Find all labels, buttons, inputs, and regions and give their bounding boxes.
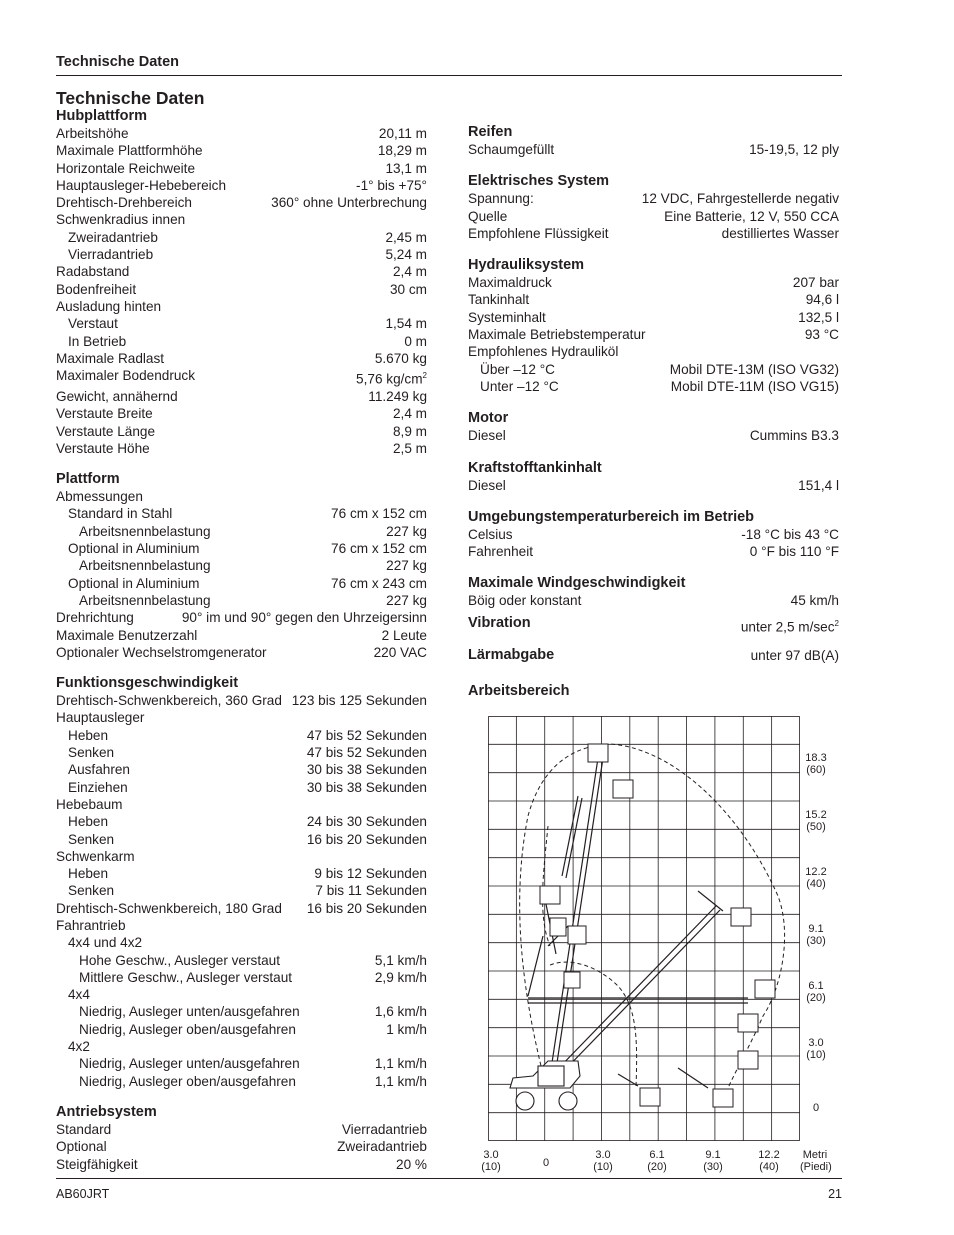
spec-value: 5,24 m	[385, 247, 427, 263]
spec-value: 9 bis 12 Sekunden	[314, 866, 427, 882]
spec-row	[56, 1156, 427, 1173]
spec-label: Ausfahren	[68, 762, 130, 778]
spec-row	[56, 952, 427, 969]
spec-value: 12 VDC, Fahrgestellerde negativ	[641, 191, 839, 207]
spec-label: Maximale Betriebstemperatur	[468, 327, 646, 343]
spec-row	[468, 208, 839, 225]
spec-value: 5.670 kg	[374, 350, 427, 366]
spec-row	[56, 281, 427, 298]
spec-row	[56, 575, 427, 592]
spec-row	[56, 194, 427, 211]
spec-label: Über –12 °C	[480, 361, 555, 377]
spec-value: 13,1 m	[385, 160, 427, 176]
spec-row	[56, 1021, 427, 1038]
spec-value: 15-19,5, 12 ply	[749, 142, 839, 157]
spec-row	[468, 343, 839, 360]
spec-row	[56, 298, 427, 315]
spec-row	[468, 291, 839, 308]
spec-row	[56, 761, 427, 778]
spec-value: 227 kg	[386, 558, 427, 574]
spec-value: 93 °C	[804, 327, 839, 343]
y-axis-label: 0	[812, 1102, 820, 1114]
spec-value: Mobil DTE-11M (ISO VG15)	[670, 378, 839, 394]
spec-value: 151,4 l	[798, 477, 839, 493]
spec-label: Drehrichtung	[56, 610, 134, 626]
spec-label: Maximale Radlast	[56, 350, 165, 366]
spec-value: 207 bar	[792, 275, 839, 291]
spec-label: Fahrenheit	[468, 544, 533, 560]
spec-label: Senken	[68, 831, 115, 847]
spec-row	[468, 326, 839, 343]
spec-label: Arbeitsnennbelastung	[79, 558, 211, 574]
spec-value: 2 Leute	[381, 627, 427, 643]
spec-label: Heben	[68, 814, 109, 830]
arbeitsbereich-heading: Arbeitsbereich	[468, 683, 570, 699]
spec-row	[56, 917, 427, 934]
footer-page-number: 21	[828, 1187, 842, 1201]
y-axis-label: 6.1 (20)	[806, 980, 826, 1004]
spec-label: Fahrantrieb	[56, 918, 126, 933]
spec-value: 90° im und 90° gegen den Uhrzeigersinn	[181, 610, 427, 626]
spec-row	[56, 865, 427, 882]
spec-row	[56, 423, 427, 440]
section-heading: Elektrisches System	[468, 173, 610, 190]
spec-row	[56, 848, 427, 865]
y-axis-label: 3.0 (10)	[806, 1037, 826, 1061]
spec-value: 20 %	[396, 1156, 427, 1172]
spec-value: 11.249 kg	[368, 388, 427, 404]
spec-label: Abmessungen	[56, 489, 143, 505]
spec-label: Unter –12 °C	[480, 378, 559, 394]
spec-row	[56, 1138, 427, 1155]
spec-value: 1,6 km/h	[374, 1004, 427, 1020]
spec-value: 2,5 m	[393, 440, 427, 456]
spec-label: Hohe Geschw., Ausleger verstaut	[79, 952, 280, 968]
spec-label: Diesel	[468, 428, 506, 444]
spec-row	[56, 405, 427, 422]
spec-list	[468, 592, 839, 609]
spec-row	[56, 367, 427, 388]
spec-list-hubplattform	[56, 125, 427, 457]
spec-row	[56, 986, 427, 1003]
spec-value: Mobil DTE-13M (ISO VG32)	[669, 361, 839, 377]
spec-value: 0 °F bis 110 °F	[749, 544, 839, 560]
platform-baskets	[540, 744, 775, 1107]
spec-value: -18 °C bis 43 °C	[741, 526, 839, 542]
spec-label: Schwenkarm	[56, 848, 135, 864]
spec-value: 2,4 m	[393, 406, 427, 422]
spec-value: 16 bis 20 Sekunden	[306, 900, 427, 916]
spec-label: Optional in Aluminium	[68, 541, 200, 557]
spec-row	[56, 333, 427, 350]
spec-label: Bodenfreiheit	[56, 281, 137, 297]
spec-label: Maximale Benutzerzahl	[56, 627, 198, 643]
section-heading: Motor	[468, 410, 509, 427]
spec-row	[468, 526, 839, 543]
spec-label: Drehtisch-Drehbereich	[56, 195, 192, 211]
section-heading-plattform: Plattform	[56, 471, 120, 488]
spec-label: Niedrig, Ausleger unten/ausgefahren	[79, 1056, 300, 1072]
spec-label: Einziehen	[68, 779, 128, 795]
spec-row	[56, 263, 427, 280]
spec-label: Niedrig, Ausleger oben/ausgefahren	[79, 1073, 296, 1089]
spec-label: Heben	[68, 727, 109, 743]
spec-label: Hauptausleger-Hebebereich	[56, 177, 227, 193]
spec-label: Niedrig, Ausleger oben/ausgefahren	[79, 1021, 296, 1037]
section-heading-antrieb: Antriebsystem	[56, 1103, 157, 1120]
x-axis-label: 9.1 (30)	[703, 1149, 723, 1173]
spec-value: 76 cm x 152 cm	[331, 506, 427, 522]
spec-row	[56, 440, 427, 457]
vibration-block	[468, 615, 839, 636]
spec-label: Ausladung hinten	[56, 298, 162, 314]
section-heading: Hydrauliksystem	[468, 257, 585, 274]
spec-label: 4x4	[68, 987, 90, 1003]
spec-label: Zweiradantrieb	[68, 229, 158, 245]
spec-value: 30 bis 38 Sekunden	[306, 779, 427, 795]
spec-label: Verstaute Breite	[56, 406, 153, 422]
spec-value: 47 bis 52 Sekunden	[306, 727, 427, 743]
spec-row	[56, 488, 427, 505]
left-column	[56, 88, 427, 1173]
spec-label: Celsius	[468, 526, 513, 542]
spec-row	[468, 309, 839, 326]
spec-label: Drehtisch-Schwenkbereich, 180 Grad	[56, 900, 282, 916]
spec-label: Horizontale Reichweite	[56, 160, 196, 176]
spec-value: 20,11 m	[378, 126, 427, 141]
spec-row	[468, 225, 839, 242]
spec-label: Hebebaum	[56, 796, 123, 812]
spec-label: Arbeitsnennbelastung	[79, 592, 211, 608]
spec-label: Standard in Stahl	[68, 506, 173, 522]
y-axis-label: 9.1 (30)	[806, 923, 826, 947]
spec-row	[56, 813, 427, 830]
spec-label: Optionaler Wechselstromgenerator	[56, 644, 267, 660]
spec-value: 30 bis 38 Sekunden	[306, 762, 427, 778]
spec-row	[56, 557, 427, 574]
spec-row	[56, 709, 427, 726]
spec-row	[56, 246, 427, 263]
x-axis-label: 3.0 (10)	[481, 1149, 501, 1173]
spec-label: Steigfähigkeit	[56, 1156, 138, 1172]
spec-row	[468, 274, 839, 291]
spec-row	[468, 378, 839, 395]
spec-label: Empfohlenes Hydrauliköl	[468, 344, 619, 360]
spec-value: 1,54 m	[385, 316, 427, 332]
spec-label: Vierradantrieb	[68, 247, 154, 263]
vibration-label: Vibration	[468, 615, 531, 631]
spec-value: 0 m	[404, 333, 427, 349]
spec-label: Gewicht, annähernd	[56, 388, 178, 404]
spec-row	[56, 315, 427, 332]
header-rule	[56, 75, 842, 76]
spec-label: Heben	[68, 866, 109, 882]
running-header: Technische Daten	[56, 54, 180, 70]
spec-label: Maximaldruck	[468, 275, 552, 291]
x-axis-label: 3.0 (10)	[593, 1149, 613, 1173]
spec-label: Maximaler Bodendruck	[56, 368, 196, 384]
spec-value: 24 bis 30 Sekunden	[306, 814, 427, 830]
spec-value: 76 cm x 152 cm	[331, 541, 427, 557]
spec-row	[468, 592, 839, 609]
spec-row	[56, 831, 427, 848]
spec-row	[56, 160, 427, 177]
spec-list-antrieb	[56, 1121, 427, 1173]
section-heading: Umgebungstemperaturbereich im Betrieb	[468, 508, 755, 525]
section-heading: Maximale Windgeschwindigkeit	[468, 575, 686, 592]
spec-label: Optional in Aluminium	[68, 575, 200, 591]
spec-value: 220 VAC	[373, 644, 427, 660]
vibration-value: unter 2,5 $m/\sec^2$	[740, 619, 839, 635]
spec-value: destilliertes Wasser	[721, 225, 839, 241]
spec-row	[56, 934, 427, 951]
spec-label: In Betrieb	[68, 333, 127, 349]
spec-row	[56, 1055, 427, 1072]
x-axis-label: 0	[542, 1157, 550, 1169]
spec-row	[468, 141, 839, 158]
spec-row	[56, 142, 427, 159]
spec-row	[56, 779, 427, 796]
spec-value: 45 km/h	[790, 593, 839, 609]
spec-label: Diesel	[468, 477, 506, 493]
spec-row	[56, 882, 427, 899]
spec-label: Radabstand	[56, 264, 130, 280]
spec-value: Zweiradantrieb	[337, 1139, 427, 1155]
x-axis-label: 6.1 (20)	[647, 1149, 667, 1173]
spec-value: 2,4 m	[393, 264, 427, 280]
spec-list	[468, 274, 839, 395]
spec-row	[468, 477, 839, 494]
footer-model: AB60JRT	[56, 1187, 110, 1201]
spec-value: Vierradantrieb	[341, 1121, 427, 1137]
spec-row	[56, 388, 427, 405]
spec-label: Systeminhalt	[468, 309, 546, 325]
spec-label: Standard	[56, 1121, 112, 1137]
spec-row	[56, 523, 427, 540]
section-heading-hubplattform: Hubplattform	[56, 108, 148, 124]
spec-row	[56, 796, 427, 813]
laerm-value: unter 97 dB(A)	[750, 648, 839, 663]
spec-label: Mittlere Geschw., Ausleger verstaut	[79, 969, 293, 985]
spec-row	[56, 744, 427, 761]
spec-row	[56, 727, 427, 744]
spec-value: 132,5 l	[798, 309, 839, 325]
spec-value: 1,1 km/h	[374, 1073, 427, 1089]
spec-label: Schaumgefüllt	[468, 142, 555, 157]
spec-label: Verstaut	[68, 316, 118, 332]
spec-row	[468, 543, 839, 560]
spec-value: Eine Batterie, 12 V, 550 CCA	[664, 208, 839, 224]
spec-label: Arbeitsnennbelastung	[79, 523, 211, 539]
spec-value: 5,76 $kg/cm^2$	[356, 371, 427, 387]
section-heading-funktion: Funktionsgeschwindigkeit	[56, 675, 239, 692]
spec-label: Schwenkradius innen	[56, 212, 186, 228]
y-axis-label: 15.2 (50)	[805, 809, 827, 833]
spec-row	[56, 1121, 427, 1138]
spec-label: Empfohlene Flüssigkeit	[468, 225, 609, 241]
spec-label: Quelle	[468, 208, 508, 224]
section-heading: Kraftstofftankinhalt	[468, 459, 602, 476]
spec-label: Senken	[68, 883, 115, 899]
spec-value: 5,1 km/h	[374, 952, 427, 968]
spec-value: Cummins B3.3	[749, 428, 839, 444]
spec-value: 47 bis 52 Sekunden	[306, 745, 427, 761]
spec-value: 2,9 km/h	[374, 969, 427, 985]
spec-value: 7 bis 11 Sekunden	[315, 883, 427, 899]
spec-value: -1° bis +75°	[356, 177, 427, 193]
spec-value: 227 kg	[386, 523, 427, 539]
spec-value: 1,1 km/h	[374, 1056, 427, 1072]
spec-value: 227 kg	[386, 592, 427, 608]
x-axis-label: Metri (Piedi)	[800, 1149, 832, 1173]
spec-value: 94,6 l	[805, 292, 839, 308]
spec-label: Verstaute Höhe	[56, 440, 150, 456]
spec-value: 30 cm	[389, 281, 427, 297]
working-range-diagram	[488, 716, 800, 1141]
spec-row	[56, 609, 427, 626]
spec-label: Drehtisch-Schwenkbereich, 360 Grad	[56, 693, 282, 709]
laerm-label: Lärmabgabe	[468, 647, 555, 663]
y-axis-label: 12.2 (40)	[805, 866, 827, 890]
spec-row	[56, 211, 427, 228]
spec-list-funktion	[56, 692, 427, 1090]
spec-label: Hauptausleger	[56, 710, 145, 726]
spec-label: Arbeitshöhe	[56, 126, 129, 141]
spec-row	[56, 540, 427, 557]
spec-list-plattform	[56, 488, 427, 661]
spec-row	[56, 1003, 427, 1020]
spec-label: Böig oder konstant	[468, 593, 582, 609]
spec-label: Verstaute Länge	[56, 423, 156, 439]
spec-row	[56, 350, 427, 367]
spec-label: Maximale Plattformhöhe	[56, 143, 203, 159]
spec-row	[468, 190, 839, 207]
spec-list	[468, 190, 839, 242]
spec-row	[468, 361, 839, 378]
spec-label: Tankinhalt	[468, 292, 530, 308]
spec-label: Optional	[56, 1139, 107, 1155]
spec-value: 16 bis 20 Sekunden	[306, 831, 427, 847]
spec-label: Senken	[68, 745, 115, 761]
spec-label: 4x2	[68, 1039, 90, 1055]
spec-row	[56, 229, 427, 246]
spec-label: 4x4 und 4x2	[68, 935, 143, 951]
laerm-block	[468, 647, 839, 664]
spec-value: 123 bis 125 Sekunden	[291, 693, 427, 709]
y-axis-label: 18.3 (60)	[805, 752, 827, 776]
spec-row	[56, 900, 427, 917]
spec-value: 8,9 m	[393, 423, 427, 439]
x-axis-label: 12.2 (40)	[758, 1149, 780, 1173]
spec-value: 2,45 m	[385, 229, 427, 245]
spec-label: Spannung:	[468, 191, 534, 207]
section-heading: Reifen	[468, 124, 513, 140]
spec-list	[468, 427, 839, 444]
spec-value: 18,29 m	[377, 143, 427, 159]
spec-list	[468, 141, 839, 158]
spec-row	[56, 177, 427, 194]
spec-row	[56, 644, 427, 661]
spec-row	[56, 969, 427, 986]
spec-value: 360° ohne Unterbrechung	[271, 195, 427, 211]
footer-rule	[56, 1178, 842, 1179]
spec-value: 1 km/h	[386, 1021, 427, 1037]
right-column	[468, 124, 839, 610]
spec-list	[468, 477, 839, 494]
spec-row	[56, 692, 427, 709]
spec-row	[56, 1073, 427, 1090]
main-title: Technische Daten	[56, 88, 205, 108]
spec-list	[468, 526, 839, 561]
spec-row	[56, 125, 427, 142]
spec-row	[468, 427, 839, 444]
spec-row	[56, 1038, 427, 1055]
spec-row	[56, 505, 427, 522]
spec-row	[56, 627, 427, 644]
spec-row	[56, 592, 427, 609]
spec-label: Niedrig, Ausleger unten/ausgefahren	[79, 1004, 300, 1020]
spec-value: 76 cm x 243 cm	[331, 575, 427, 591]
